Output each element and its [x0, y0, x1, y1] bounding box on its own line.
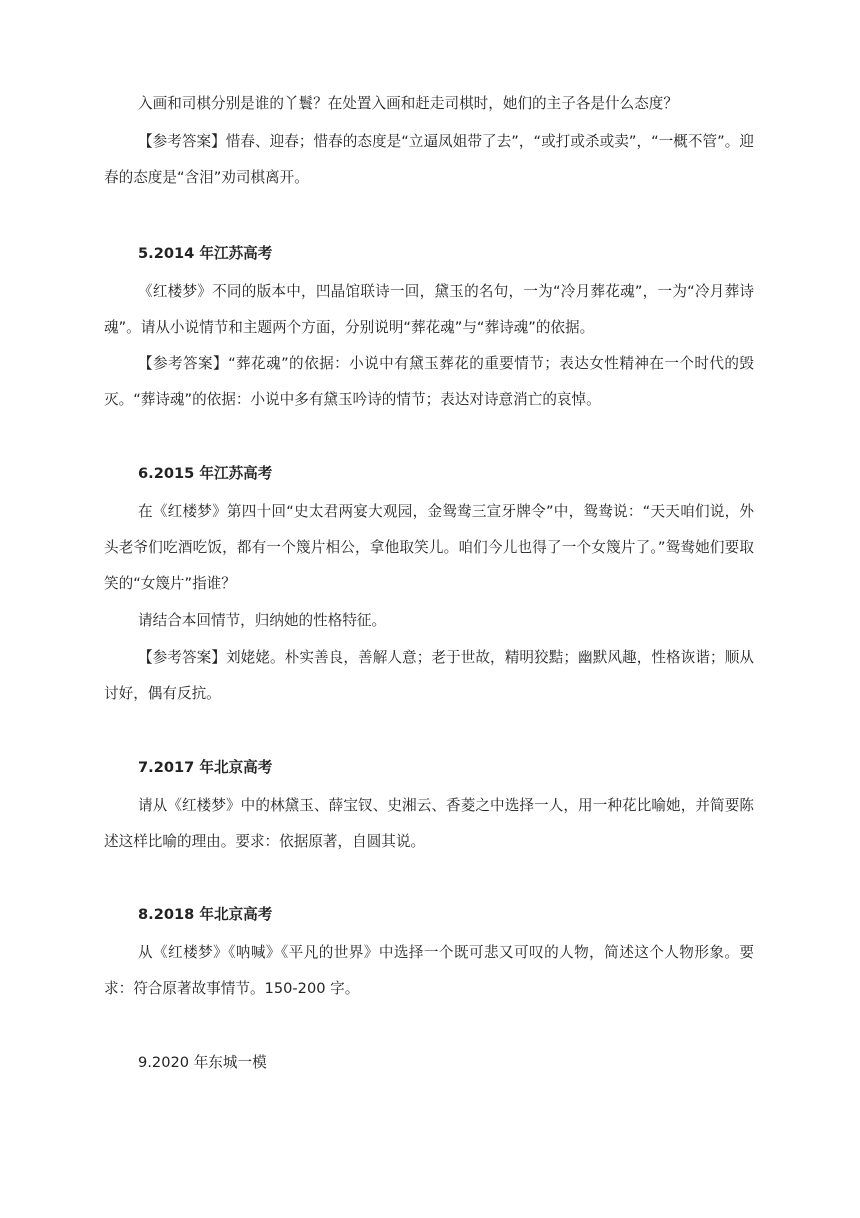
intro-question: 入画和司棋分别是谁的丫鬟？在处置入画和赶走司棋时，她们的主子各是什么态度？	[138, 95, 678, 112]
q6-answer: 【参考答案】刘姥姥。朴实善良，善解人意；老于世故，精明狡黠；幽默风趣，性格诙谐；顺从讨好，偶有反抗。	[104, 649, 754, 702]
q5-answer: 【参考答案】“葬花魂”的依据：小说中有黛玉葬花的重要情节；表达女性精神在一个时代的毁灭。“葬诗魂”的依据：小说中多有黛玉吟诗的情节；表达对诗意消亡的哀悼。	[104, 355, 754, 408]
intro-answer: 【参考答案】惜春、迎春；惜春的态度是“立逼凤姐带了去”，“或打或杀或卖”，“一概不管”。迎春的态度是“含泪”劝司棋离开。	[104, 133, 754, 186]
q8-heading: 8.2018 年北京高考	[138, 906, 273, 923]
q6-question: 在《红楼梦》第四十回“史太君两宴大观园，金鸳鸯三宣牙牌令”中，鸳鸯说：“天天咱们说，外头老爷们吃酒吃饭，都有一个篾片相公，拿他取笑儿。咱们今儿也得了一个女篾片了。”鸳鸯她们要取笑的“女篾片”指谁？	[104, 503, 754, 592]
q9-heading: 9.2020 年东城一模	[138, 1054, 267, 1071]
q6-heading: 6.2015 年江苏高考	[138, 465, 273, 482]
q7-heading: 7.2017 年北京高考	[138, 759, 273, 776]
q7-question: 请从《红楼梦》中的林黛玉、薛宝钗、史湘云、香菱之中选择一人，用一种花比喻她，并简要陈述这样比喻的理由。要求：依据原著，自圆其说。	[104, 797, 754, 850]
q5-heading: 5.2014 年江苏高考	[138, 245, 273, 262]
q8-question: 从《红楼梦》《呐喊》《平凡的世界》中选择一个既可悲又可叹的人物，简述这个人物形象。要求：符合原著故事情节。150-200 字。	[104, 944, 754, 997]
q6-question-2: 请结合本回情节，归纳她的性格特征。	[138, 612, 387, 629]
q5-question: 《红楼梦》不同的版本中，凹晶馆联诗一回，黛玉的名句，一为“冷月葬花魂”，一为“冷月葬诗魂”。请从小说情节和主题两个方面，分别说明“葬花魂”与“葬诗魂”的依据。	[104, 283, 754, 336]
